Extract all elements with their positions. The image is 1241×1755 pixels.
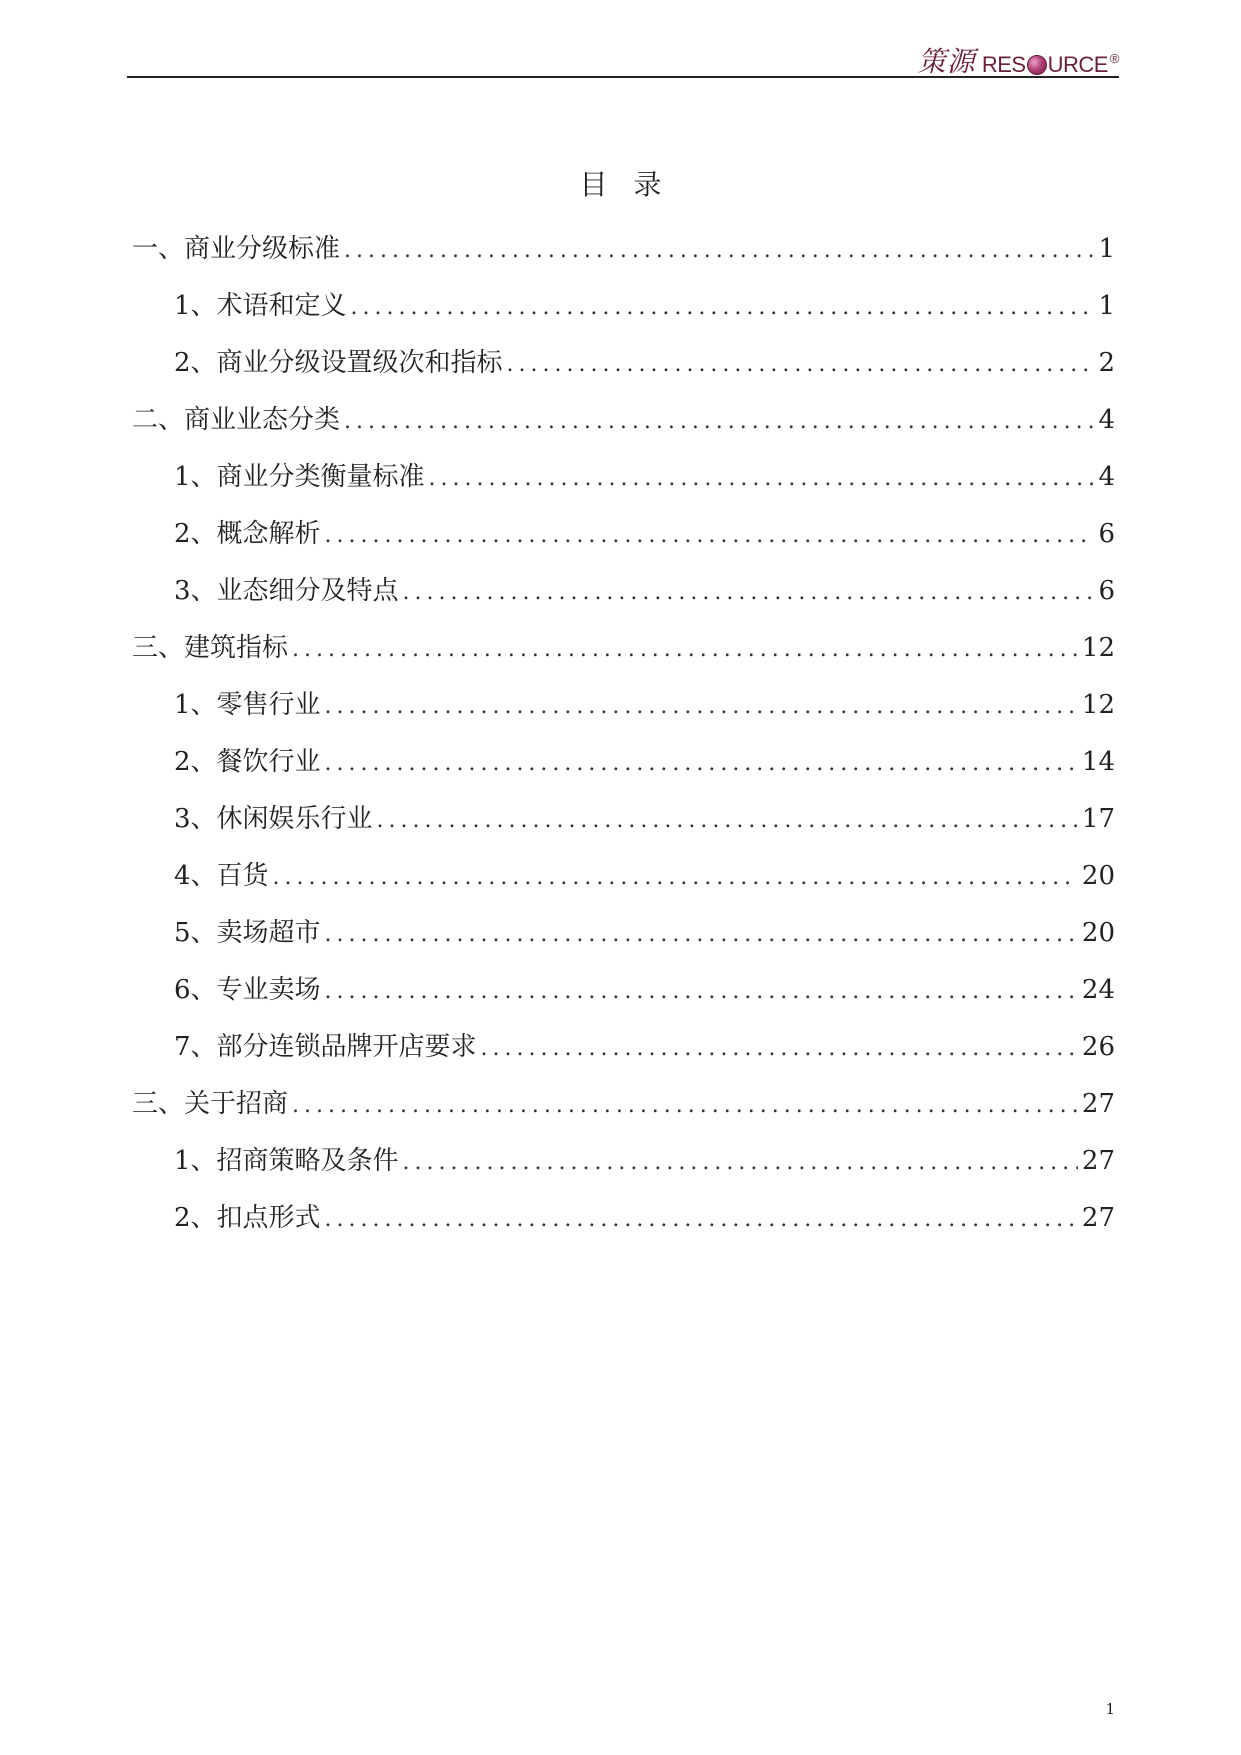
toc-leader-dots [507, 352, 1095, 377]
toc-entry-label: 7、部分连锁品牌开店要求 [174, 1032, 477, 1062]
logo-ball-icon [1027, 55, 1047, 75]
toc-leader-dots [292, 1093, 1078, 1118]
toc-entry[interactable] [132, 798, 1115, 855]
toc-entry-label: 1、商业分类衡量标准 [174, 462, 425, 492]
toc-entry-page: 1 [1098, 234, 1115, 264]
toc-entry-label: 2、商业分级设置级次和指标 [174, 348, 503, 378]
toc-entry-label: 6、专业卖场 [174, 975, 321, 1005]
toc-entry-page: 20 [1081, 918, 1115, 948]
toc-entry[interactable] [132, 627, 1115, 684]
toc-entry[interactable] [132, 969, 1115, 1026]
toc-entry-label: 2、餐饮行业 [174, 747, 321, 777]
toc-entry-page: 27 [1081, 1203, 1115, 1233]
toc-entry[interactable] [132, 855, 1115, 912]
toc-leader-dots [325, 694, 1078, 719]
toc-entry[interactable] [132, 399, 1115, 456]
toc-entry-label: 2、扣点形式 [174, 1203, 321, 1233]
toc-entry-page: 1 [1098, 291, 1115, 321]
toc-entry-page: 12 [1081, 633, 1115, 663]
toc-entry-page: 6 [1098, 576, 1115, 606]
toc-entry[interactable] [132, 1140, 1115, 1197]
toc-entry-label: 4、百货 [174, 861, 269, 891]
toc-entry[interactable] [132, 285, 1115, 342]
toc-entry[interactable] [132, 912, 1115, 969]
toc-entry-page: 4 [1098, 405, 1115, 435]
toc-entry-page: 20 [1081, 861, 1115, 891]
toc-entry-page: 6 [1098, 519, 1115, 549]
toc-entry[interactable] [132, 1083, 1115, 1140]
page-number: 1 [1105, 1700, 1115, 1718]
toc-leader-dots [325, 523, 1095, 548]
toc-entry[interactable] [132, 570, 1115, 627]
toc-leader-dots [292, 637, 1078, 662]
toc-entry-label: 1、零售行业 [174, 690, 321, 720]
toc-entry[interactable] [132, 513, 1115, 570]
page-header [127, 28, 1119, 78]
toc-entry-page: 14 [1081, 747, 1115, 777]
toc-entry-label: 3、休闲娱乐行业 [174, 804, 373, 834]
logo-english-text [981, 51, 1119, 77]
toc-entry[interactable] [132, 1197, 1115, 1254]
toc-entry-label: 1、招商策略及条件 [174, 1146, 399, 1176]
toc-entry-label: 三、建筑指标 [132, 633, 289, 663]
logo-text-urce: URCE [1047, 52, 1108, 77]
toc-leader-dots [377, 808, 1078, 833]
toc-leader-dots [351, 295, 1095, 320]
toc-leader-dots [403, 580, 1095, 605]
logo-text-res: RES [981, 52, 1026, 77]
toc-entry-page: 26 [1081, 1032, 1115, 1062]
table-of-contents [132, 228, 1115, 1254]
toc-entry-label: 5、卖场超市 [174, 918, 321, 948]
toc-entry-page: 27 [1081, 1089, 1115, 1119]
toc-leader-dots [429, 466, 1095, 491]
toc-entry[interactable] [132, 228, 1115, 285]
toc-leader-dots [273, 865, 1078, 890]
toc-leader-dots [403, 1150, 1078, 1175]
toc-entry[interactable] [132, 684, 1115, 741]
toc-title: 目录 [579, 168, 688, 201]
registered-mark: ® [1109, 51, 1119, 66]
company-logo [918, 40, 1119, 76]
toc-leader-dots [325, 979, 1078, 1004]
toc-entry-page: 2 [1098, 348, 1115, 378]
toc-leader-dots [344, 409, 1094, 434]
toc-leader-dots [325, 1207, 1078, 1232]
toc-entry-label: 1、术语和定义 [174, 291, 347, 321]
toc-entry[interactable] [132, 1026, 1115, 1083]
toc-entry-label: 三、关于招商 [132, 1089, 289, 1119]
toc-entry-page: 4 [1098, 462, 1115, 492]
toc-entry-label: 二、商业业态分类 [132, 405, 341, 435]
toc-entry-page: 27 [1081, 1146, 1115, 1176]
toc-leader-dots [325, 751, 1078, 776]
toc-entry-page: 12 [1081, 690, 1115, 720]
toc-entry-page: 17 [1081, 804, 1115, 834]
toc-entry-label: 一、商业分级标准 [132, 234, 341, 264]
toc-leader-dots [481, 1036, 1078, 1061]
toc-leader-dots [344, 238, 1094, 263]
toc-entry-label: 3、业态细分及特点 [174, 576, 399, 606]
toc-entry-label: 2、概念解析 [174, 519, 321, 549]
logo-chinese-text: 策源 [917, 45, 976, 78]
toc-entry[interactable] [132, 456, 1115, 513]
toc-leader-dots [325, 922, 1078, 947]
toc-entry[interactable] [132, 741, 1115, 798]
toc-entry[interactable] [132, 342, 1115, 399]
toc-entry-page: 24 [1081, 975, 1115, 1005]
